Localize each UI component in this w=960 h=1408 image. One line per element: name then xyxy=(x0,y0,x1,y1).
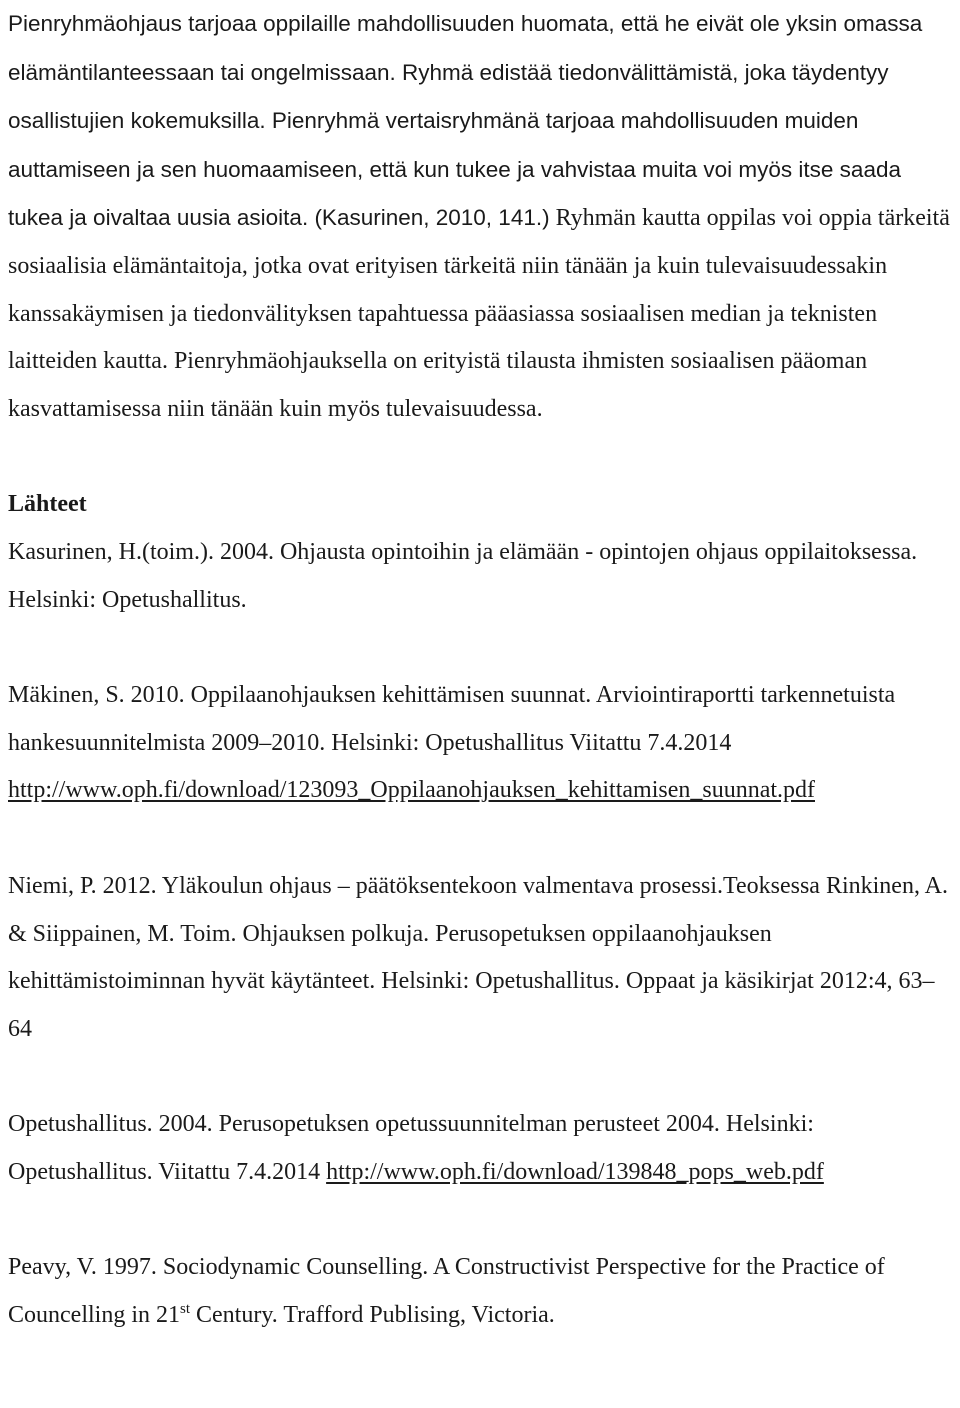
reference-opetushallitus-link[interactable]: http://www.oph.fi/download/139848_pops_web.pdf xyxy=(326,1158,824,1185)
reference-peavy-superscript: st xyxy=(179,1301,190,1318)
reference-niemi: Niemi, P. 2012. Yläkoulun ohjaus – päätöksentekoon valmentava prosessi.Teoksessa Rinkinen, A. & Siippainen, M. Toim. Ohjauksen polkuja. Perusopetuksen oppilaanohjauksen kehittämistoiminnan hyvät käytänteet. Helsinki: Opetushallitus. Oppaat ja käsikirjat 2012:4, 63–64 xyxy=(8,872,948,1042)
reference-opetushallitus-text: Opetushallitus. 2004. Perusopetuksen opetussuunnitelman perusteet 2004. Helsinki: Opetushallitus. Viitattu 7.4.2014 xyxy=(8,1111,814,1185)
document-page xyxy=(8,0,952,1340)
reference-peavy xyxy=(8,1244,952,1339)
paragraph-serif-part: Ryhmän kautta oppilas voi oppia tärkeitä sosiaalisia elämäntaitoja, jotka ovat erityisen tärkeitä niin tänään ja kuin tulevaisuudessakin kanssakäymisen ja tiedonvälityksen tapahtuessa pääasiassa sosiaalisen median ja teknisten laitteiden kautta. Pienryhmäohjauksella on erityistä tilausta ihmisten sosiaalisen pääoman kasvattamisessa niin tänään kuin myös tulevaisuudessa. xyxy=(8,205,950,422)
reference-peavy-after: Century. Trafford Publising, Victoria. xyxy=(190,1302,555,1329)
reference-kasurinen: Kasurinen, H.(toim.). 2004. Ohjausta opintoihin ja elämään - opintojen ohjaus oppilaitoksessa. Helsinki: Opetushallitus. xyxy=(8,538,918,613)
reference-makinen xyxy=(8,672,952,815)
references-heading: Lähteet xyxy=(8,491,87,518)
reference-makinen-text: Mäkinen, S. 2010. Oppilaanohjauksen kehittämisen suunnat. Arviointiraportti tarkennetuista hankesuunnitelmista 2009–2010. Helsinki: Opetushallitus Viitattu 7.4.2014 xyxy=(8,682,896,756)
body-paragraph xyxy=(8,0,952,433)
reference-makinen-link[interactable]: http://www.oph.fi/download/123093_Oppilaanohjauksen_kehittamisen_suunnat.pdf xyxy=(8,777,815,804)
paragraph-sans-part: Pienryhmäohjaus tarjoaa oppilaille mahdollisuuden huomata, että he eivät ole yksin omassa elämäntilanteessaan tai ongelmissaan. Ryhmä edistää tiedonvälittämistä, joka täydentyy osallistujien kokemuksilla. Pienryhmä vertaisryhmänä tarjoaa mahdollisuuden muiden auttamiseen ja sen huomaamiseen, että kun tukee ja vahvistaa muita voi myös itse saada tukea ja oivaltaa uusia asioita. (Kasurinen, 2010, 141.) xyxy=(8,11,923,231)
reference-opetushallitus xyxy=(8,1101,952,1196)
reference-peavy-before: Peavy, V. 1997. Sociodynamic Counselling. A Constructivist Perspective for the Practice of Councelling in 21 xyxy=(8,1254,885,1329)
